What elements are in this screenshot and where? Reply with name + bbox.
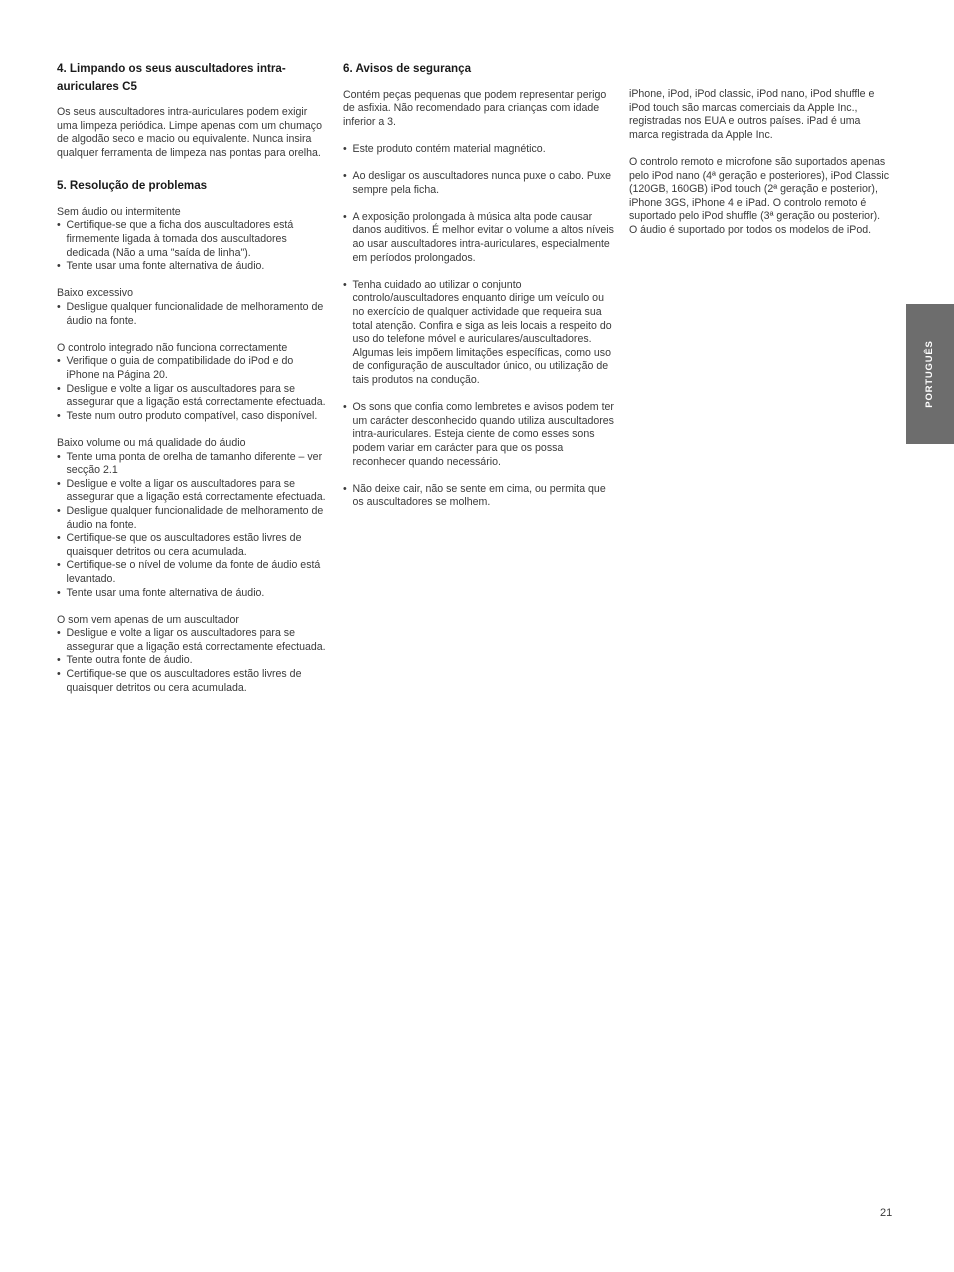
list-item: • Desligue e volte a ligar os auscultadores para se assegurar que a ligação está correctamente efectuada. (57, 478, 329, 505)
bullet-list (57, 355, 329, 423)
list-item: • Tente usar uma fonte alternativa de áudio. (57, 587, 329, 601)
trouble-group-no-audio (57, 206, 329, 274)
list-item: • Tenha cuidado ao utilizar o conjunto controlo/auscultadores enquanto dirige um veículo ou no exercício de qualquer actividade que requeira sua total atenção. Confira e siga as leis locais a respeito do uso do telefone móvel e auriculares/auscultadores. Algumas leis impõem limitações específicas, como uso de configuração de auscultador único, ou utilização de tais produtos na condução. (343, 279, 615, 388)
trouble-group-low-volume (57, 437, 329, 600)
list-item: • Tente uma ponta de orelha de tamanho diferente – ver secção 2.1 (57, 451, 329, 478)
section-6-intro: Contém peças pequenas que podem representar perigo de asfixia. Não recomendado para crianças com idade inferior a 3. (343, 88, 607, 128)
list-item: • Este produto contém material magnético. (343, 143, 615, 157)
list-item: • Certifique-se que a ficha dos auscultadores está firmemente ligada à tomada dos auscultadores dedicada (Não a uma "saída de linha"). (57, 219, 329, 260)
language-tab-label: PORTUGUÊS (924, 340, 936, 408)
trouble-group-title: O som vem apenas de um auscultador (57, 613, 239, 626)
section-5-title: 5. Resolução de problemas (57, 179, 208, 193)
safety-list (343, 143, 615, 510)
bullet-list (57, 451, 329, 601)
section-4-title: 4. Limpando os seus auscultadores intra-auriculares C5 (57, 62, 286, 93)
column-middle (343, 60, 615, 524)
list-item: • Não deixe cair, não se sente em cima, ou permita que os auscultadores se molhem. (343, 483, 615, 510)
section-6-title: 6. Avisos de segurança (343, 62, 472, 75)
column-right (629, 88, 891, 251)
list-item: • Desligue e volte a ligar os auscultadores para se assegurar que a ligação está correctamente efectuada. (57, 383, 329, 410)
list-item: • Desligue e volte a ligar os auscultadores para se assegurar que a ligação está correctamente efectuada. (57, 627, 329, 654)
list-item: • Certifique-se que os auscultadores estão livres de quaisquer detritos ou cera acumulada. (57, 532, 329, 559)
column-left (57, 60, 329, 709)
list-item: • Teste num outro produto compatível, caso disponível. (57, 410, 329, 424)
compatibility-notice: O controlo remoto e microfone são suportados apenas pelo iPod nano (4ª geração e posteriores), iPod Classic (120GB, 160GB) iPod touch (2ª geração e posterior), iPhone 3GS, iPhone 4 e iPad. O controlo remoto é suportado pelo iPod shuffle (3ª geração ou posterior). O áudio é suportado por todos os modelos de iPod. (629, 155, 890, 236)
list-item: • Tente outra fonte de áudio. (57, 654, 329, 668)
list-item: • Certifique-se que os auscultadores estão livres de quaisquer detritos ou cera acumulada. (57, 668, 329, 695)
trouble-group-excess-bass (57, 287, 329, 328)
bullet-list (57, 301, 329, 328)
trademark-notice: iPhone, iPod, iPod classic, iPod nano, iPod shuffle e iPod touch são marcas comerciais da Apple Inc., registradas nos EUA e outros países. iPad é uma marca registrada da Apple Inc. (629, 88, 875, 141)
trouble-group-title: O controlo integrado não funciona correctamente (57, 341, 288, 354)
trouble-group-one-side (57, 614, 329, 696)
bullet-list (57, 219, 329, 273)
section-4-body: Os seus auscultadores intra-auriculares podem exigir uma limpeza periódica. Limpe apenas com um chumaço de algodão seco e macio ou equivalente. Nunca insira qualquer ferramenta de limpeza nas pontas para orelha. (57, 106, 322, 159)
trouble-group-title: Baixo volume ou má qualidade do áudio (57, 436, 246, 449)
trouble-group-control (57, 342, 329, 424)
bullet-list (57, 627, 329, 695)
trouble-group-title: Baixo excessivo (57, 287, 133, 300)
language-side-tab (906, 304, 954, 444)
page-number: 21 (880, 1207, 893, 1219)
list-item: • Desligue qualquer funcionalidade de melhoramento de áudio na fonte. (57, 301, 329, 328)
list-item: • A exposição prolongada à música alta pode causar danos auditivos. É melhor evitar o volume a altos níveis ao usar auscultadores intra-auriculares, especialmente em períodos prolongados. (343, 211, 615, 265)
list-item: • Ao desligar os auscultadores nunca puxe o cabo. Puxe sempre pela ficha. (343, 170, 615, 197)
list-item: • Tente usar uma fonte alternativa de áudio. (57, 260, 329, 274)
list-item: • Verifique o guia de compatibilidade do iPod e do iPhone na Página 20. (57, 355, 329, 382)
list-item: • Certifique-se o nível de volume da fonte de áudio está levantado. (57, 559, 329, 586)
list-item: • Desligue qualquer funcionalidade de melhoramento de áudio na fonte. (57, 505, 329, 532)
list-item: • Os sons que confia como lembretes e avisos podem ter um carácter desconhecido quando utiliza auscultadores intra-auriculares. Esteja ciente de como esses sons podem variar em carácter para que os possa reconhecer quando necessário. (343, 401, 615, 469)
trouble-group-title: Sem áudio ou intermitente (57, 205, 181, 218)
